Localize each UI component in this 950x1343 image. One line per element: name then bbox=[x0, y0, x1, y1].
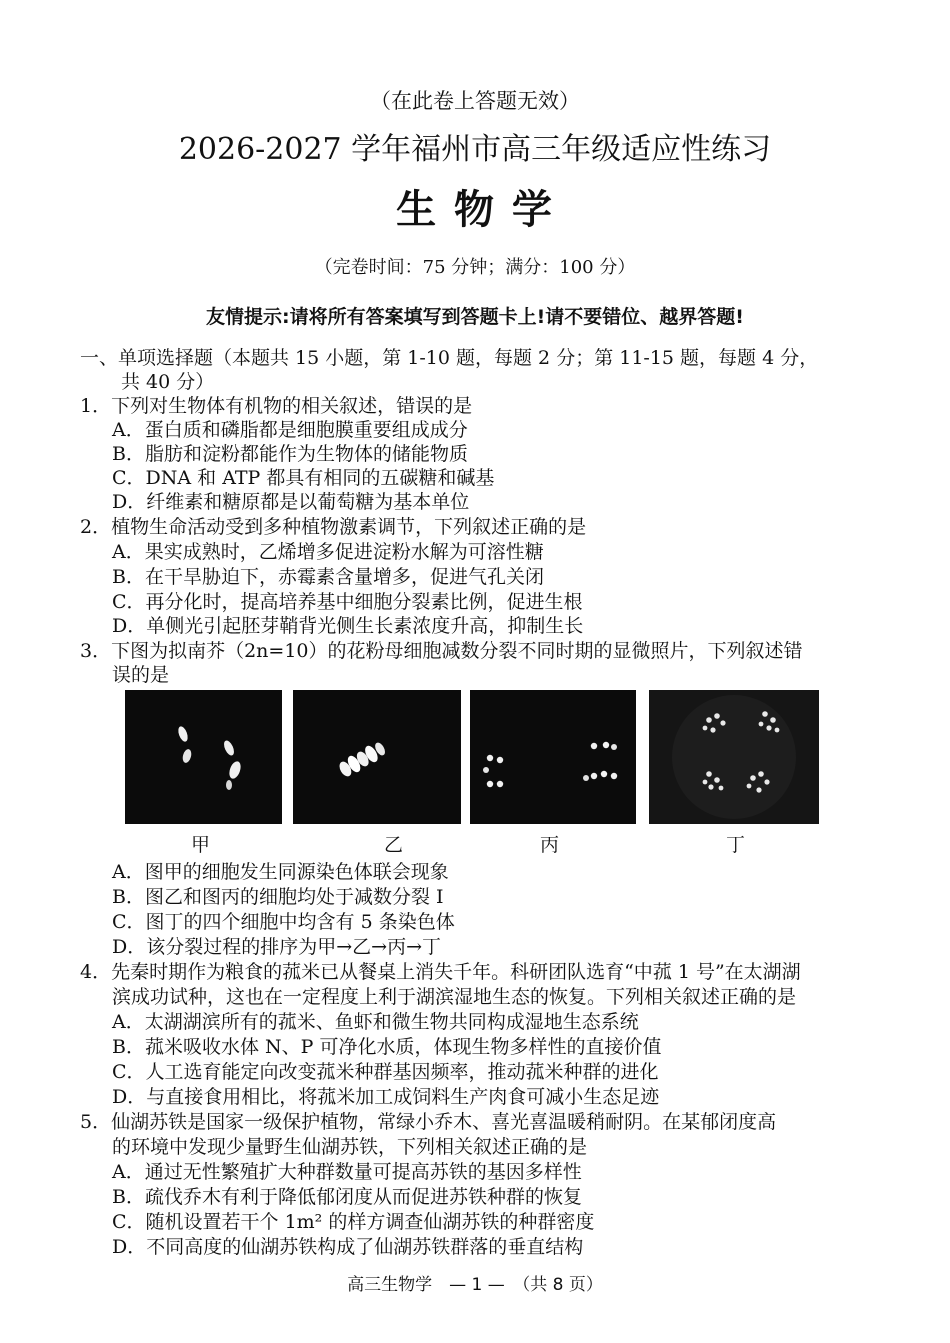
question-2-stem: 2．植物生命活动受到多种植物激素调节，下列叙述正确的是 bbox=[80, 516, 587, 538]
question-3-stem-line1: 3．下图为拟南芥（2n=10）的花粉母细胞减数分裂不同时期的显微照片，下列叙述错 bbox=[80, 640, 803, 662]
question-1-stem: 1．下列对生物体有机物的相关叙述，错误的是 bbox=[80, 395, 473, 417]
figure-label-jia: 甲 bbox=[191, 834, 211, 856]
question-3-option-b: B．图乙和图丙的细胞均处于减数分裂 I bbox=[112, 886, 444, 908]
question-1-option-b: B．脂肪和淀粉都能作为生物体的储能物质 bbox=[112, 443, 468, 465]
question-3-option-c: C．图丁的四个细胞中均含有 5 条染色体 bbox=[112, 911, 455, 933]
question-5-stem-line1: 5．仙湖苏铁是国家一级保护植物，常绿小乔木、喜光喜温暖稍耐阴。在某郁闭度高 bbox=[80, 1111, 777, 1133]
question-2-option-b: B．在干旱胁迫下，赤霉素含量增多，促进气孔关闭 bbox=[112, 566, 544, 588]
question-4-option-c: C．人工选育能定向改变菰米种群基因频率，推动菰米种群的进化 bbox=[112, 1061, 659, 1083]
exam-time-info: （完卷时间：75 分钟；满分：100 分） bbox=[314, 257, 636, 278]
micrograph-jia bbox=[125, 690, 282, 824]
micrograph-yi bbox=[293, 690, 461, 824]
question-2-option-d: D．单侧光引起胚芽鞘背光侧生长素浓度升高，抑制生长 bbox=[112, 615, 584, 637]
question-4-option-d: D．与直接食用相比，将菰米加工成饲料生产肉食可减小生态足迹 bbox=[112, 1086, 660, 1108]
friendly-tip: 友情提示:请将所有答案填写到答题卡上!请不要错位、越界答题! bbox=[206, 306, 744, 328]
micrograph-ding bbox=[649, 690, 819, 824]
question-2-option-c: C．再分化时，提高培养基中细胞分裂素比例，促进生根 bbox=[112, 591, 583, 613]
question-2-option-a: A．果实成熟时，乙烯增多促进淀粉水解为可溶性糖 bbox=[112, 541, 544, 563]
question-3-option-a: A．图甲的细胞发生同源染色体联会现象 bbox=[112, 861, 449, 883]
section-heading-line2: 共 40 分） bbox=[121, 371, 215, 393]
question-5-stem-line2: 的环境中发现少量野生仙湖苏铁，下列相关叙述正确的是 bbox=[112, 1136, 588, 1158]
question-1-option-a: A．蛋白质和磷脂都是细胞膜重要组成成分 bbox=[112, 419, 468, 441]
section-heading-line1: 一、单项选择题（本题共 15 小题，第 1-10 题，每题 2 分；第 11-15 题，每题 4 分， bbox=[80, 347, 819, 369]
question-5-option-d: D．不同高度的仙湖苏铁构成了仙湖苏铁群落的垂直结构 bbox=[112, 1236, 584, 1258]
subject-title: 生 物 学 bbox=[396, 186, 554, 233]
page-footer: 高三生物学 — 1 — （共 8 页） bbox=[347, 1275, 603, 1295]
question-5-option-b: B．疏伐乔木有利于降低郁闭度从而促进苏铁种群的恢复 bbox=[112, 1186, 582, 1208]
figure-label-ding: 丁 bbox=[726, 834, 746, 856]
question-4-stem-line2: 滨成功试种，这也在一定程度上利于湖滨湿地生态的恢复。下列相关叙述正确的是 bbox=[112, 986, 797, 1008]
micrograph-bing bbox=[470, 690, 636, 824]
question-3-stem-line2: 误的是 bbox=[112, 664, 170, 686]
figure-label-bing: 丙 bbox=[540, 834, 560, 856]
question-1-option-d: D．纤维素和糖原都是以葡萄糖为基本单位 bbox=[112, 491, 470, 513]
figure-label-yi: 乙 bbox=[384, 834, 404, 856]
invalid-answer-notice: （在此卷上答题无效） bbox=[370, 89, 580, 113]
question-4-option-b: B．菰米吸收水体 N、P 可净化水质，体现生物多样性的直接价值 bbox=[112, 1036, 662, 1058]
question-5-option-c: C．随机设置若干个 1m² 的样方调查仙湖苏铁的种群密度 bbox=[112, 1211, 595, 1233]
question-3-option-d: D．该分裂过程的排序为甲→乙→丙→丁 bbox=[112, 936, 441, 958]
question-4-stem-line1: 4．先秦时期作为粮食的菰米已从餐桌上消失千年。科研团队选育“中菰 1 号”在太湖湖 bbox=[80, 961, 801, 983]
exam-title: 2026-2027 学年福州市高三年级适应性练习 bbox=[178, 132, 772, 167]
question-1-option-c: C．DNA 和 ATP 都具有相同的五碳糖和碱基 bbox=[112, 467, 495, 489]
question-5-option-a: A．通过无性繁殖扩大种群数量可提高苏铁的基因多样性 bbox=[112, 1161, 582, 1183]
question-4-option-a: A．太湖湖滨所有的菰米、鱼虾和微生物共同构成湿地生态系统 bbox=[112, 1011, 639, 1033]
